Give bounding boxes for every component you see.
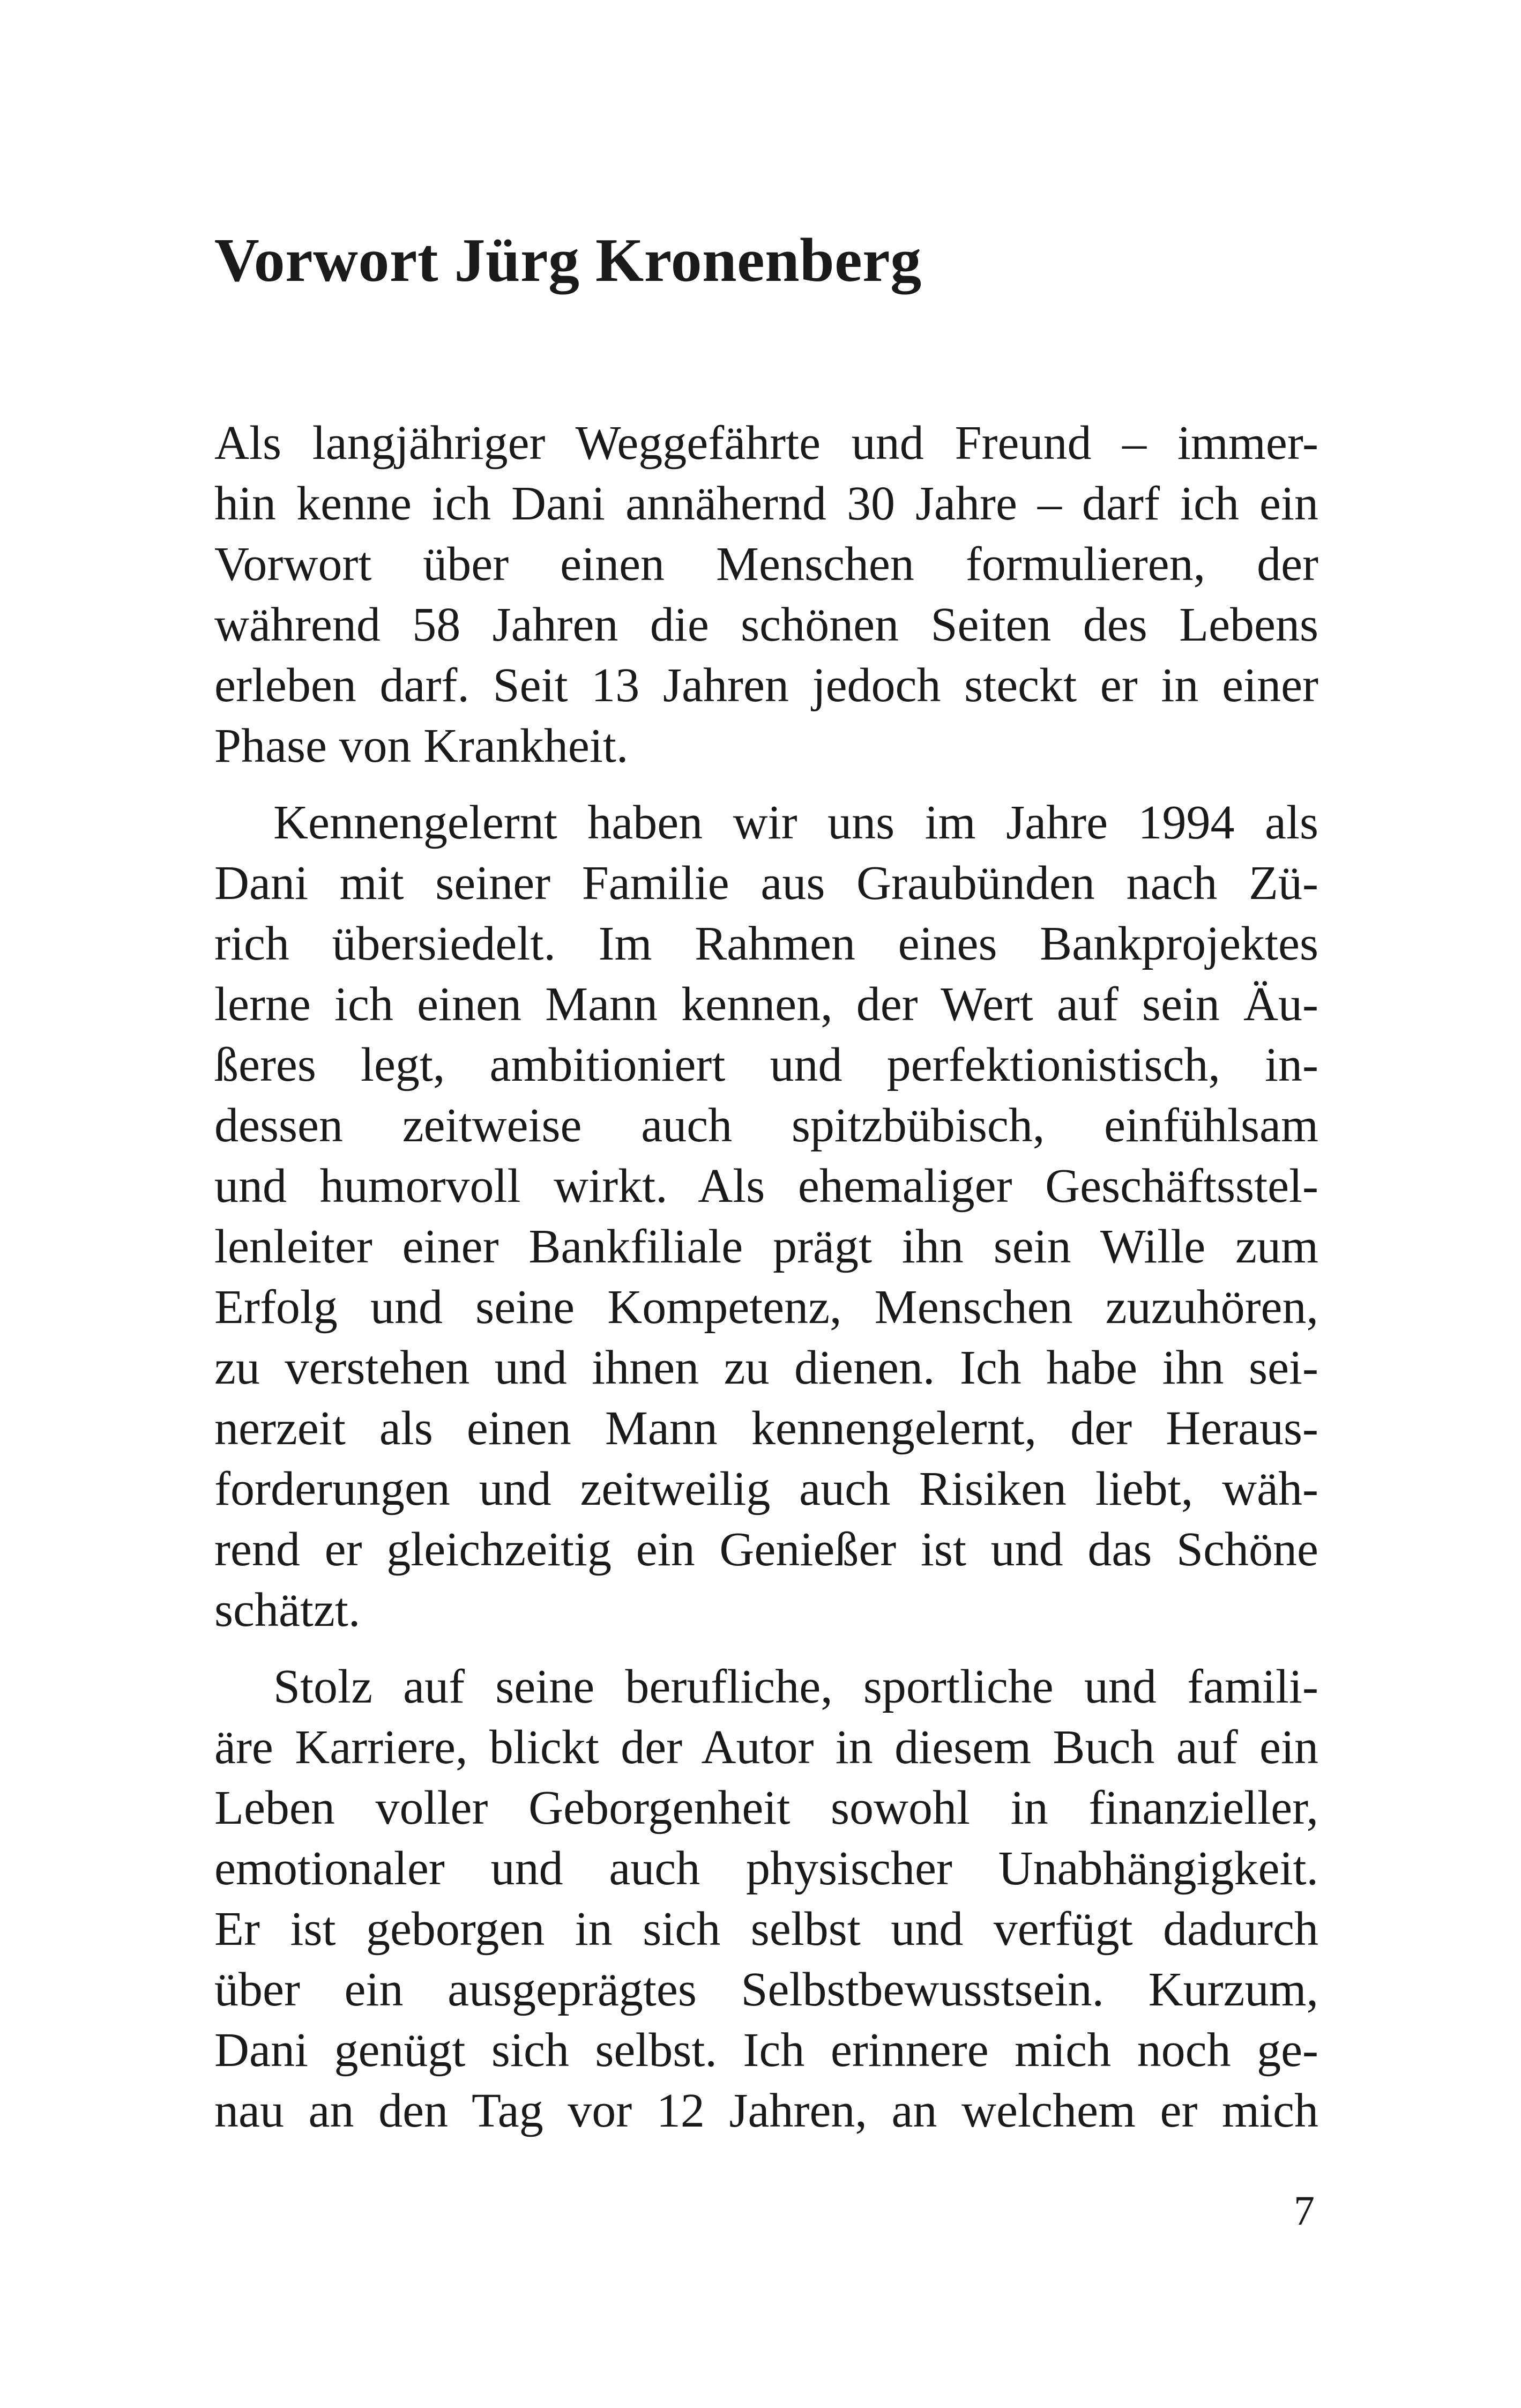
paragraph-gap <box>214 776 1318 792</box>
text-line: und humorvoll wirkt. Als ehemaliger Geschäftsstel- <box>214 1160 1318 1213</box>
text-line: emotionaler und auch physischer Unabhängigkeit. <box>214 1842 1318 1895</box>
text-line: dessen zeitweise auch spitzbübisch, einfühlsam <box>214 1099 1318 1152</box>
paragraph-2 <box>214 792 1318 1640</box>
text-line: erleben darf. Seit 13 Jahren jedoch steckt er in einer <box>214 659 1318 712</box>
text-line: Erfolg und seine Kompetenz, Menschen zuzuhören, <box>214 1281 1318 1334</box>
text-line: Phase von Krankheit. <box>214 719 629 772</box>
paragraph-1 <box>214 413 1318 776</box>
text-line: rend er gleichzeitig ein Genießer ist und das Schöne <box>214 1523 1318 1576</box>
text-line: über ein ausgeprägtes Selbstbewusstsein. Kurzum, <box>214 1963 1318 2016</box>
text-line: Dani genügt sich selbst. Ich erinnere mich noch ge- <box>214 2024 1318 2077</box>
body-text <box>214 413 1318 2141</box>
text-line: nau an den Tag vor 12 Jahren, an welchem er mich <box>214 2084 1318 2137</box>
text-line: schätzt. <box>214 1584 361 1637</box>
text-line: Er ist geborgen in sich selbst und verfügt dadurch <box>214 1902 1318 1956</box>
text-line: lenleiter einer Bankfiliale prägt ihn sein Wille zum <box>214 1220 1318 1273</box>
page-number: 7 <box>1294 2187 1315 2234</box>
text-line: rich übersiedelt. Im Rahmen eines Bankprojektes <box>214 917 1318 970</box>
text-line: Kennengelernt haben wir uns im Jahre 1994 als <box>273 796 1318 849</box>
text-line: Stolz auf seine berufliche, sportliche und famili- <box>273 1660 1318 1713</box>
text-line: Als langjähriger Weggefährte und Freund – immer- <box>214 417 1318 470</box>
text-line: hin kenne ich Dani annähernd 30 Jahre – darf ich ein <box>214 477 1318 530</box>
text-line: forderungen und zeitweilig auch Risiken liebt, wäh- <box>214 1462 1318 1515</box>
text-line: Dani mit seiner Familie aus Graubünden nach Zü- <box>214 857 1318 910</box>
text-line: ßeres legt, ambitioniert und perfektionistisch, in- <box>214 1038 1318 1091</box>
text-line: Leben voller Geborgenheit sowohl in finanzieller, <box>214 1781 1318 1834</box>
text-line: während 58 Jahren die schönen Seiten des Lebens <box>214 598 1318 651</box>
paragraph-gap <box>214 1640 1318 1656</box>
text-line: nerzeit als einen Mann kennengelernt, der Heraus- <box>214 1402 1318 1455</box>
text-line: zu verstehen und ihnen zu dienen. Ich habe ihn sei- <box>214 1341 1318 1394</box>
text-line: Vorwort über einen Menschen formulieren, der <box>214 538 1318 591</box>
text-line: äre Karriere, blickt der Autor in diesem Buch auf ein <box>214 1721 1318 1774</box>
text-line: lerne ich einen Mann kennen, der Wert auf sein Äu- <box>214 978 1318 1031</box>
paragraph-3 <box>214 1656 1318 2141</box>
chapter-title: Vorwort Jürg Kronenberg <box>214 226 922 295</box>
